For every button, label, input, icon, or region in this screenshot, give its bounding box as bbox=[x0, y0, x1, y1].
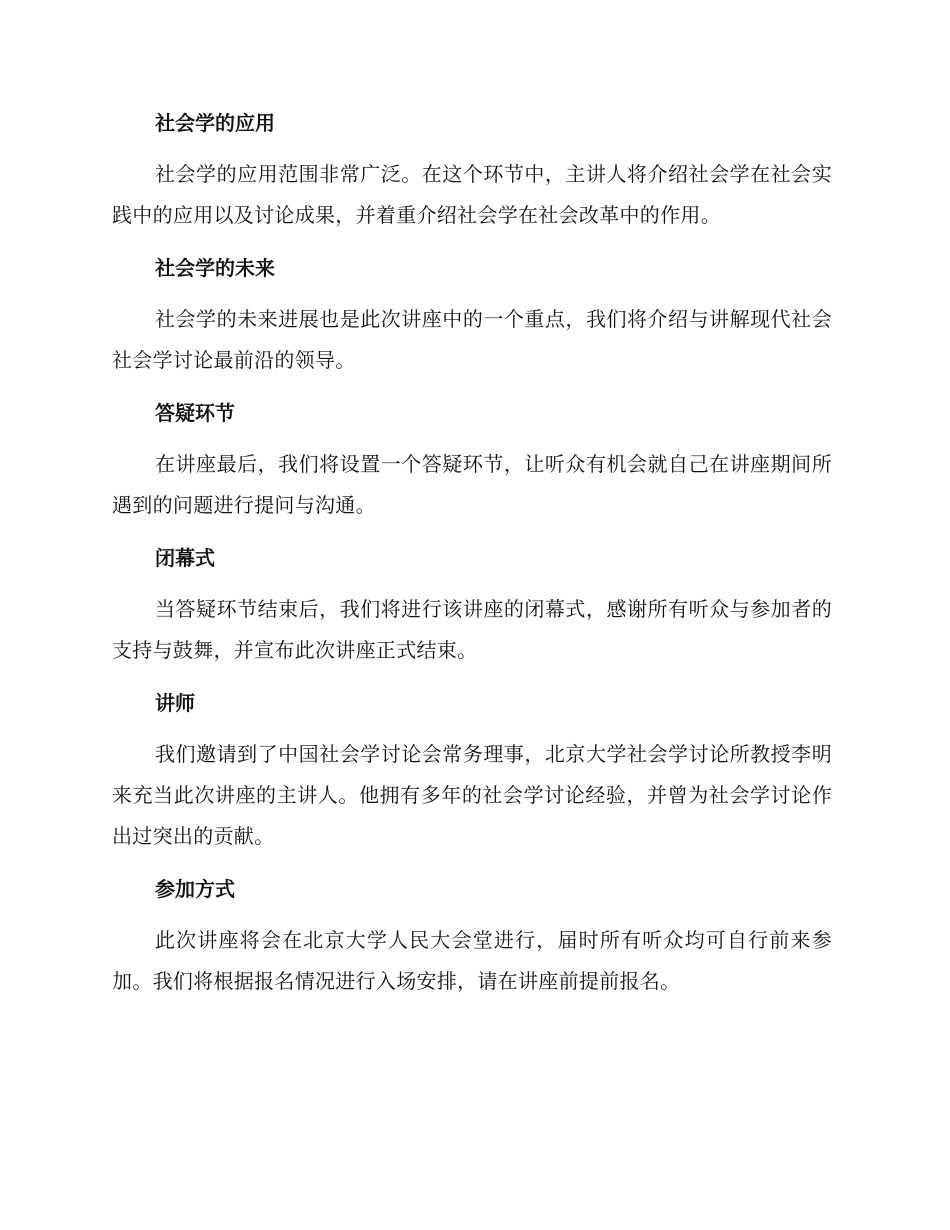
section-qa bbox=[112, 398, 832, 526]
section-paragraph: 社会学的应用范围非常广泛。在这个环节中，主讲人将介绍社会学在社会实践中的应用以及讨论成果，并着重介绍社会学在社会改革中的作用。 bbox=[112, 162, 832, 227]
section-title: 社会学的未来 bbox=[155, 256, 275, 280]
section-title: 参加方式 bbox=[155, 877, 235, 901]
section-title: 讲师 bbox=[155, 691, 195, 715]
section-paragraph: 我们邀请到了中国社会学讨论会常务理事，北京大学社会学讨论所教授李明来充当此次讲座的主讲人。他拥有多年的社会学讨论经验，并曾为社会学讨论作出过突出的贡献。 bbox=[112, 742, 832, 848]
section-future bbox=[112, 253, 832, 381]
section-title: 答疑环节 bbox=[155, 401, 235, 425]
section-paragraph: 社会学的未来进展也是此次讲座中的一个重点，我们将介绍与讲解现代社会社会学讨论最前沿的领导。 bbox=[112, 307, 832, 372]
section-lecturer bbox=[112, 688, 832, 857]
section-closing bbox=[112, 543, 832, 671]
document-page bbox=[112, 108, 832, 1019]
section-paragraph: 此次讲座将会在北京大学人民大会堂进行，届时所有听众均可自行前来参加。我们将根据报名情况进行入场安排，请在讲座前提前报名。 bbox=[112, 928, 832, 993]
section-title: 社会学的应用 bbox=[155, 111, 275, 135]
section-paragraph: 在讲座最后，我们将设置一个答疑环节，让听众有机会就自己在讲座期间所遇到的问题进行提问与沟通。 bbox=[112, 452, 832, 517]
section-title: 闭幕式 bbox=[155, 546, 215, 570]
section-paragraph: 当答疑环节结束后，我们将进行该讲座的闭幕式，感谢所有听众与参加者的支持与鼓舞，并宣布此次讲座正式结束。 bbox=[112, 597, 832, 662]
section-participation bbox=[112, 874, 832, 1002]
section-application bbox=[112, 108, 832, 236]
